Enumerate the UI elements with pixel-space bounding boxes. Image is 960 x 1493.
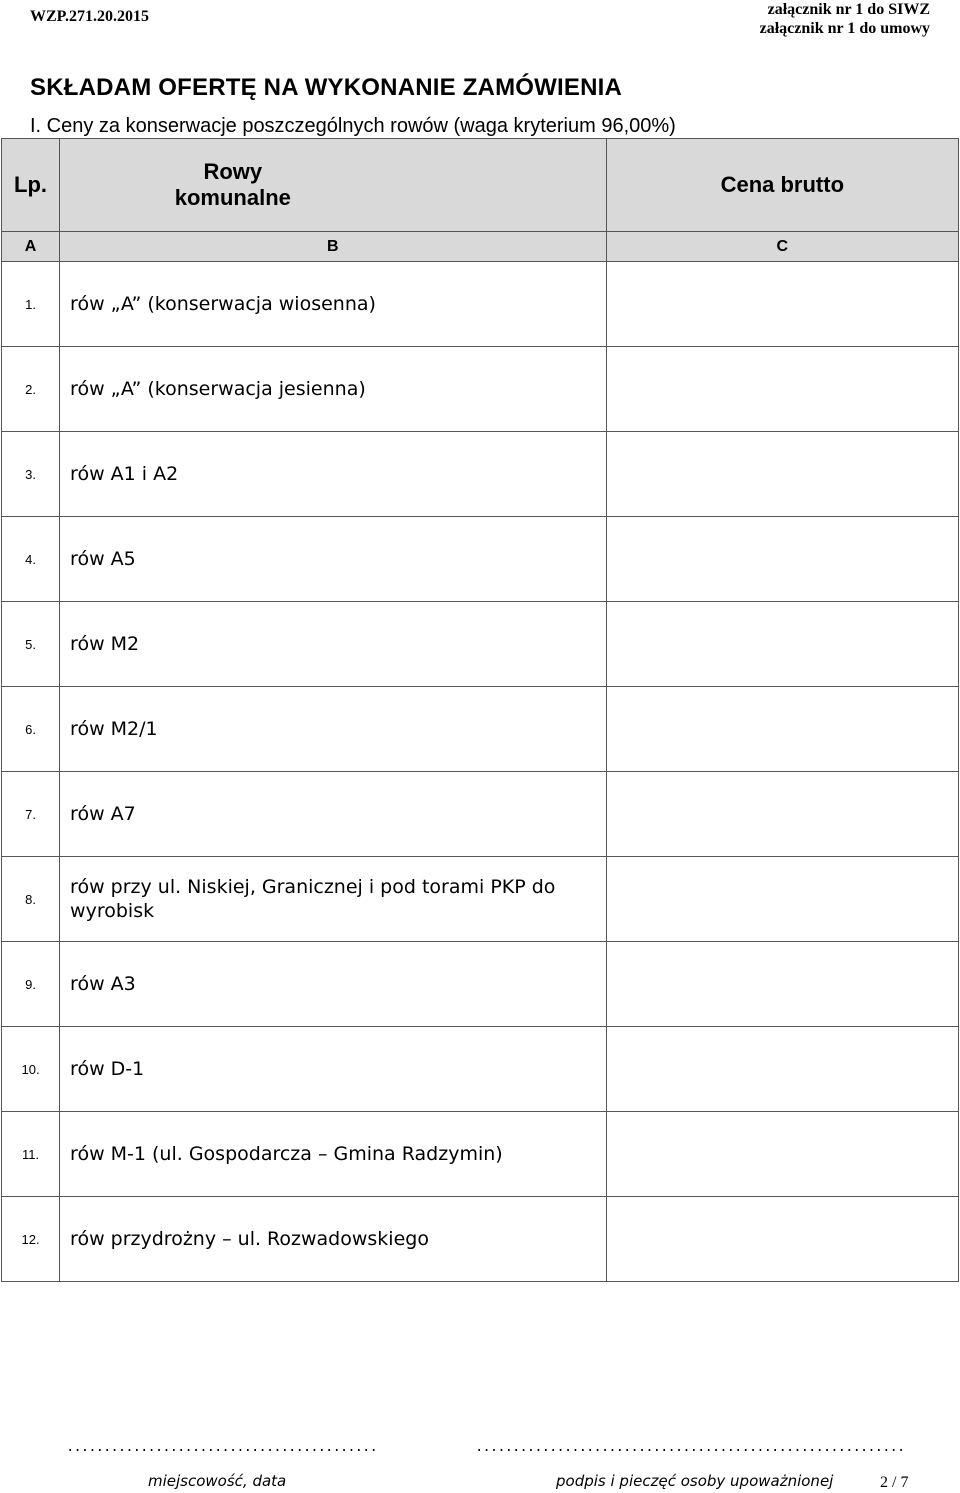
price-cell[interactable] [606, 347, 958, 432]
price-cell[interactable] [606, 772, 958, 857]
price-cell[interactable] [606, 1112, 958, 1197]
price-cell[interactable] [606, 857, 958, 942]
ditch-name: rów M-1 (ul. Gospodarcza – Gmina Radzymin) [60, 1112, 607, 1197]
row-number: 8. [2, 857, 60, 942]
price-cell[interactable] [606, 517, 958, 602]
price-cell[interactable] [606, 687, 958, 772]
column-header-lp: Lp. [2, 139, 60, 232]
ditch-name: rów A1 i A2 [60, 432, 607, 517]
column-letter-a: A [2, 232, 60, 262]
column-header-ditches: Rowy komunalne [60, 139, 607, 232]
row-number: 10. [2, 1027, 60, 1112]
price-table [1, 138, 959, 1282]
attachment-note [760, 0, 930, 38]
ditch-name: rów przy ul. Niskiej, Granicznej i pod torami PKP do wyrobisk [60, 857, 607, 942]
row-number: 5. [2, 602, 60, 687]
column-letter-b: B [60, 232, 607, 262]
table-row [2, 1112, 959, 1197]
place-date-line[interactable]: .......................................... [66, 1440, 377, 1456]
row-number: 12. [2, 1197, 60, 1282]
table-letter-row [2, 232, 959, 262]
row-number: 1. [2, 262, 60, 347]
ditch-name: rów A3 [60, 942, 607, 1027]
table-row [2, 1027, 959, 1112]
price-cell[interactable] [606, 942, 958, 1027]
price-cell[interactable] [606, 262, 958, 347]
table-row [2, 347, 959, 432]
row-number: 6. [2, 687, 60, 772]
row-number: 7. [2, 772, 60, 857]
ditch-name: rów M2/1 [60, 687, 607, 772]
table-row [2, 602, 959, 687]
attachment-line-siwz: załącznik nr 1 do SIWZ [767, 1, 930, 18]
table-row [2, 517, 959, 602]
table-header-row [2, 139, 959, 232]
ditch-name: rów M2 [60, 602, 607, 687]
row-number: 4. [2, 517, 60, 602]
table-row [2, 262, 959, 347]
ditch-name: rów „A” (konserwacja wiosenna) [60, 262, 607, 347]
table-row [2, 772, 959, 857]
column-header-price: Cena brutto [606, 139, 958, 232]
ditch-name: rów A7 [60, 772, 607, 857]
signature-label: podpis i pieczęć osoby upoważnionej [556, 1472, 834, 1490]
table-row [2, 857, 959, 942]
row-number: 2. [2, 347, 60, 432]
ditch-name: rów D-1 [60, 1027, 607, 1112]
page-number: 2 / 7 [880, 1474, 909, 1491]
page-title: SKŁADAM OFERTĘ NA WYKONANIE ZAMÓWIENIA [30, 74, 623, 101]
signature-line[interactable]: .......................................................... [475, 1440, 905, 1456]
row-number: 9. [2, 942, 60, 1027]
ditch-name: rów „A” (konserwacja jesienna) [60, 347, 607, 432]
ditch-name: rów A5 [60, 517, 607, 602]
price-cell[interactable] [606, 1197, 958, 1282]
attachment-line-contract: załącznik nr 1 do umowy [759, 20, 930, 37]
section-heading: I. Ceny za konserwacje poszczególnych rowów (waga kryterium 96,00%) [30, 115, 676, 137]
table-row [2, 687, 959, 772]
document-reference: WZP.271.20.2015 [30, 8, 149, 25]
price-cell[interactable] [606, 1027, 958, 1112]
price-cell[interactable] [606, 432, 958, 517]
table-row [2, 432, 959, 517]
row-number: 3. [2, 432, 60, 517]
ditch-name: rów przydrożny – ul. Rozwadowskiego [60, 1197, 607, 1282]
row-number: 11. [2, 1112, 60, 1197]
column-letter-c: C [606, 232, 958, 262]
place-date-label: miejscowość, data [148, 1472, 287, 1490]
table-row [2, 1197, 959, 1282]
table-row [2, 942, 959, 1027]
price-cell[interactable] [606, 602, 958, 687]
